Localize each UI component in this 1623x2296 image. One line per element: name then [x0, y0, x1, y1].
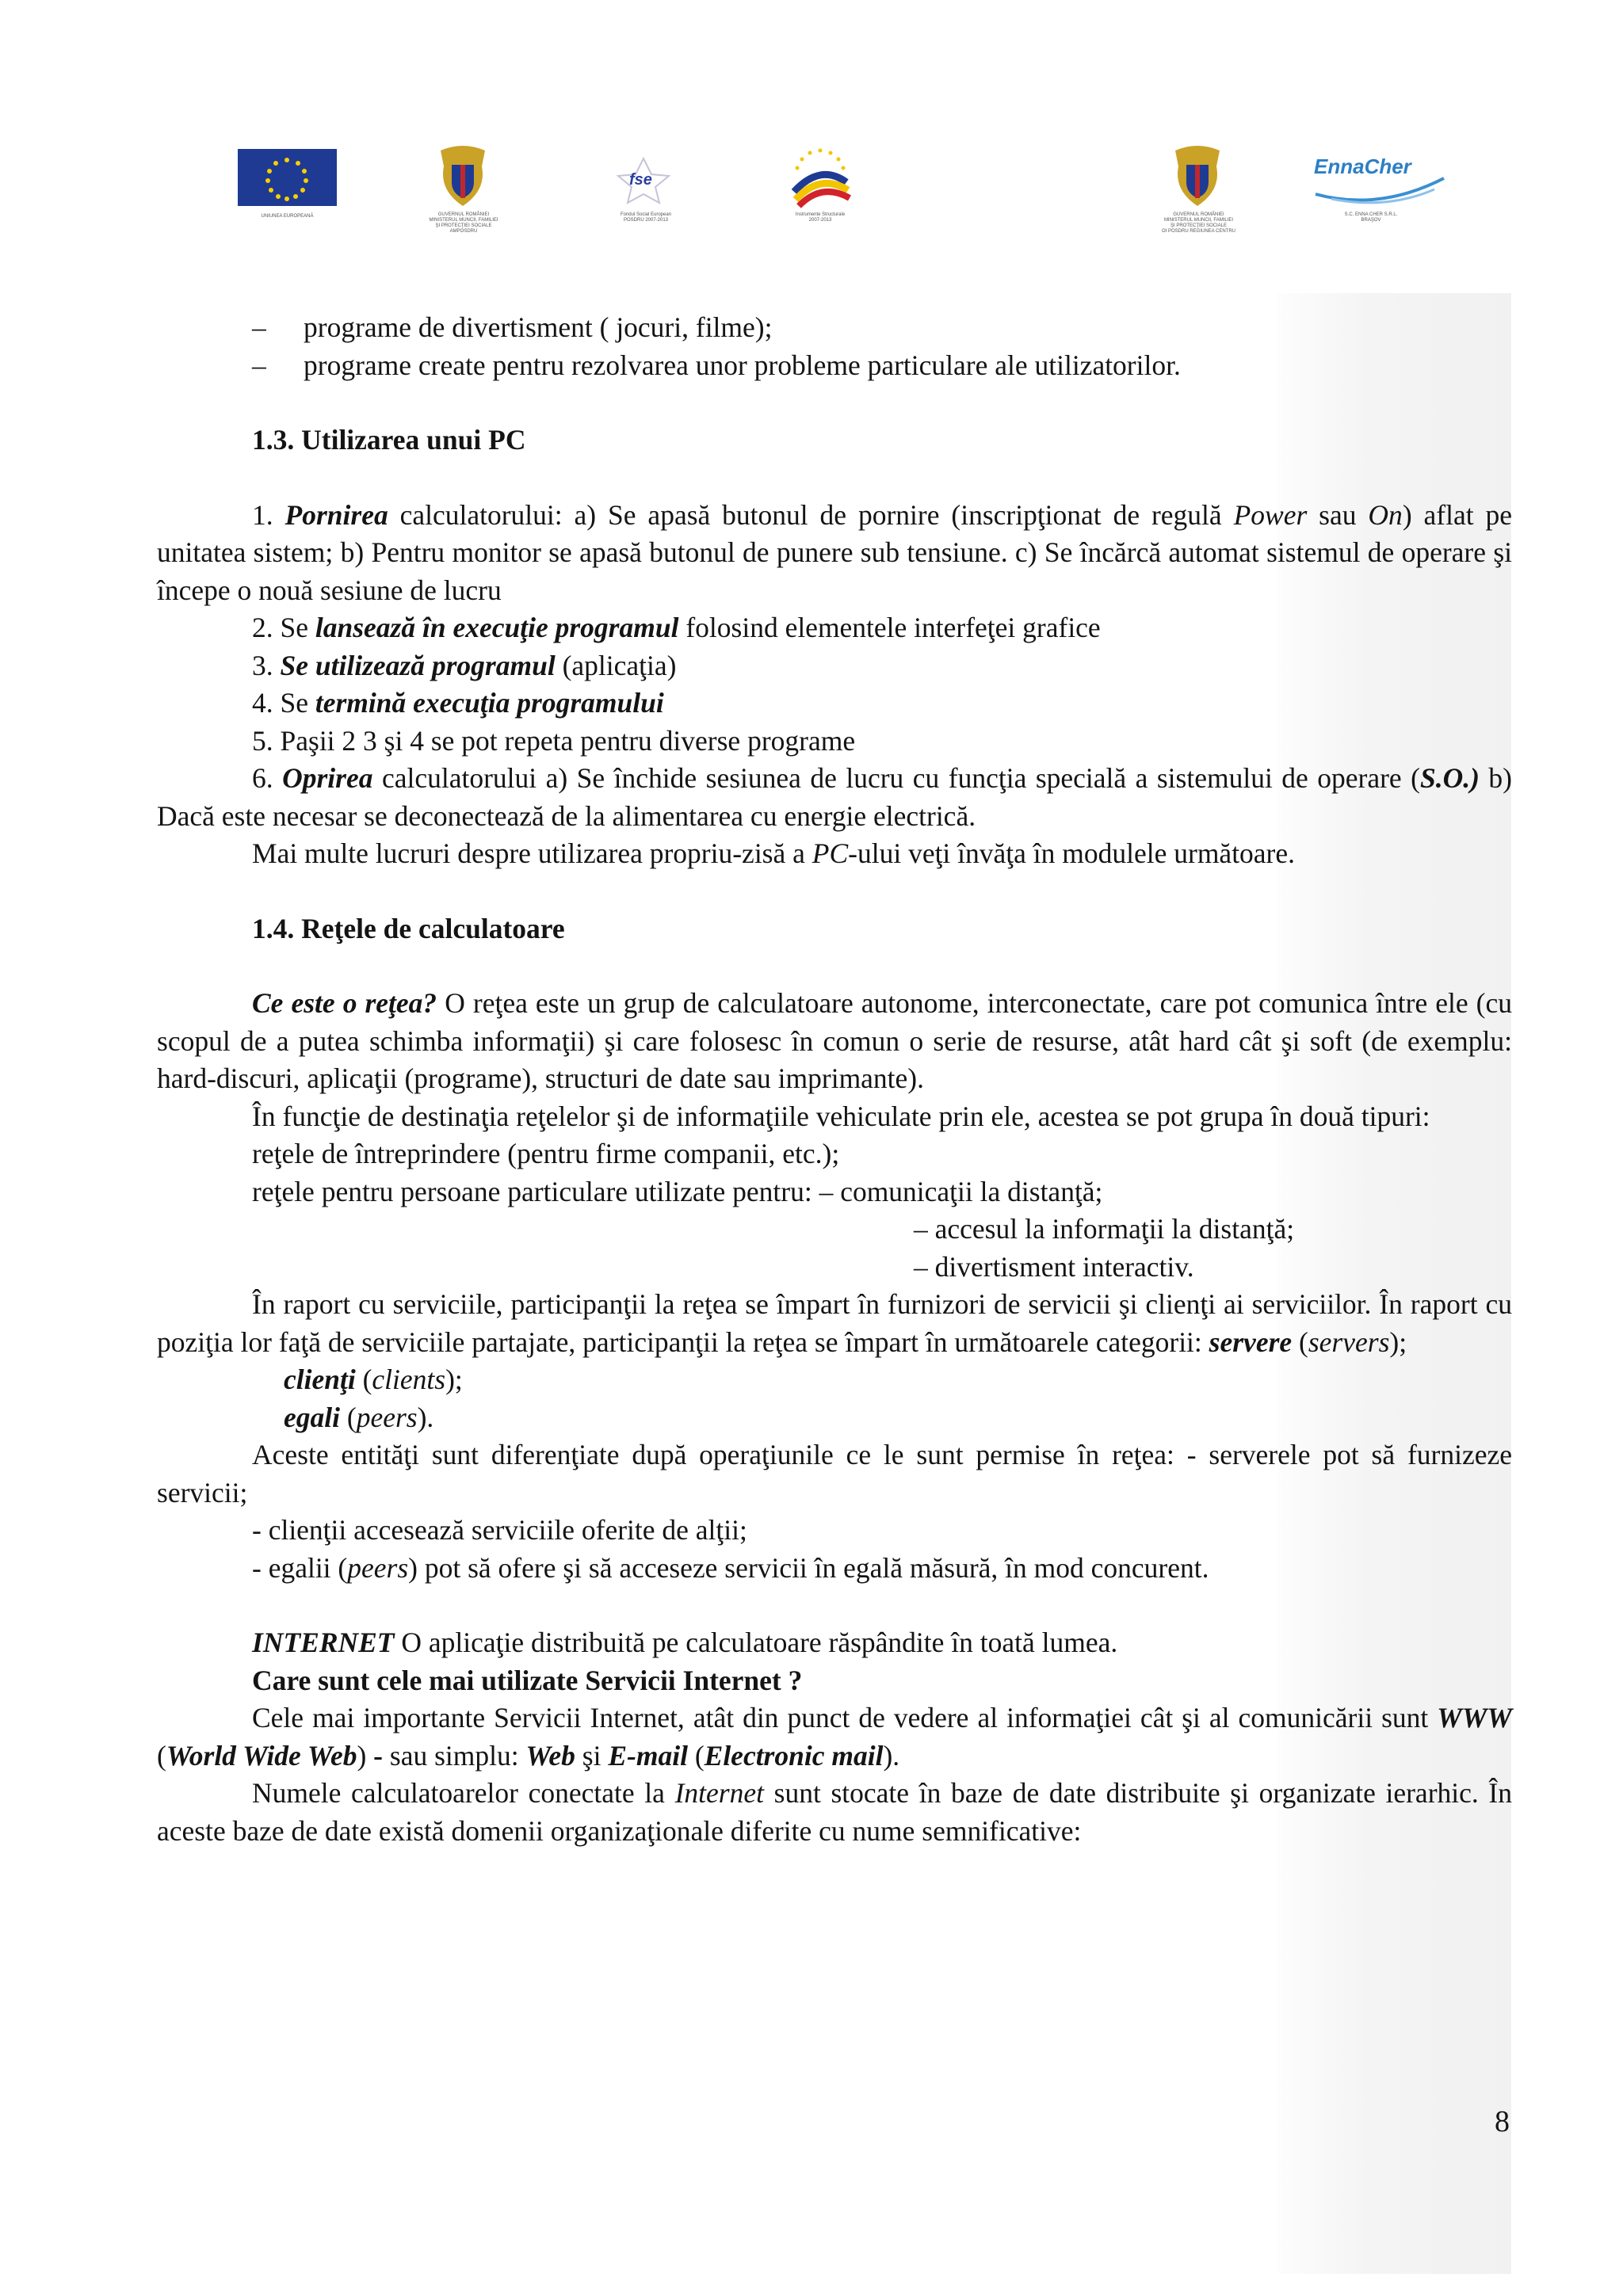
eu-caption: UNIUNEA EUROPEANĂ [261, 214, 314, 219]
paragraph: 1. Pornirea calculatorului: a) Se apasă butonul de pornire (inscripţionat de regulă Power sau On) aflat pe unitatea sistem; b) Pentru monitor se apasă butonul de punere sub tensiune. c) Se încărcă automat sistemul de operare şi începe o nouă sesiune de lucru [157, 498, 1513, 606]
paragraph: Ce este o reţea? O reţea este un grup de calculatoare autonome, interconectate, care pot comunica între ele (cu scopul de a putea schimba informaţii) şi care folosesc în comun o serie de resurse, atât hard cât şi soft (de exemplu: hard-discuri, aplicaţii (programe), structuri de date sau imprimante). [157, 987, 1512, 1094]
section-heading: 1.4. Reţele de calculatoare [252, 912, 565, 944]
section-heading: 1.3. Utilizarea unui PC [252, 424, 526, 456]
bullet-dash: – [252, 349, 266, 381]
paragraph: 3. Se utilizează programul (aplicaţia) [252, 649, 677, 681]
coat-of-arms-icon [1169, 143, 1226, 210]
fse-text: fse [629, 171, 652, 189]
instrumente-structurale-logo [785, 146, 856, 209]
inst-caption: Instrumente Structurale 2007-2013 [795, 212, 846, 223]
page-number: 8 [1495, 2105, 1510, 2138]
paragraph: – accesul la informaţii la distanţă; [914, 1213, 1295, 1245]
ennacher-logo [1308, 154, 1450, 206]
gov2-caption: GUVERNUL ROMÂNIEI MINISTERUL MUNCII, FAMILIEI ŞI PROTECŢIEI SOCIALE OI POSDRU REGIUNEA CENTRU [1161, 212, 1235, 234]
paragraph: Aceste entităţi sunt diferenţiate după operaţiunile ce le sunt permise în reţea: - serverele pot să furnizeze servicii; [157, 1439, 1512, 1508]
paragraph: clienţi (clients); [284, 1363, 463, 1395]
paragraph: În raport cu serviciile, participanţii la reţea se împart în furnizori de servicii şi clienţi ai serviciilor. În raport cu poziţia lor faţă de serviciile partajate, participanţii la reţea se împart în următoarele categorii: servere (servers); [157, 1288, 1512, 1358]
paragraph: - egalii (peers) pot să ofere şi să acceseze servicii în egală măsură, în mod concurent. [252, 1551, 1209, 1584]
paragraph: Cele mai importante Servicii Internet, atât din punct de vedere al informaţiei cât şi al comunicării sunt WWW (World Wide Web) - sau simplu: Web şi E-mail (Electronic mail). [157, 1702, 1512, 1772]
subheading: Care sunt cele mai utilizate Servicii Internet ? [252, 1664, 803, 1696]
ennacher-caption: S.C. ENNA CHER S.R.L. BRAŞOV [1344, 212, 1398, 223]
paragraph: Numele calculatoarelor conectate la Internet sunt stocate în baze de date distribuite şi organizate ierarhic. În aceste baze de date există domenii organizaţionale diferite cu nume semnificative: [157, 1777, 1512, 1847]
page-body [157, 309, 1512, 1850]
coat-of-arms-icon [434, 143, 491, 210]
paragraph: INTERNET O aplicaţie distribuită pe calculatoare răspândite în toată lumea. [252, 1627, 1118, 1658]
paragraph: reţele de întreprindere (pentru firme companii, etc.); [252, 1138, 840, 1169]
fse-caption: Fondul Social European POSDRU 2007-2013 [620, 212, 672, 223]
eu-flag-logo [238, 149, 337, 214]
gov1-caption: GUVERNUL ROMÂNIEI MINISTERUL MUNCII, FAMILIEI ŞI PROTECŢIEI SOCIALE AMPOSDRU [429, 212, 498, 234]
paragraph: 6. Oprirea calculatorului a) Se închide sesiunea de lucru cu funcţia specială a sistemului de operare (S.O.) b) Dacă este necesar se deconectează de la alimentarea cu energie electrică. [157, 762, 1513, 832]
ennacher-text: EnnaCher [1314, 154, 1411, 178]
list-item: – programe create pentru rezolvarea unor probleme particulare ale utilizatorilor. [157, 347, 1512, 385]
bullet-dash: – [252, 311, 266, 343]
paragraph: Mai multe lucruri despre utilizarea propriu-zisă a PC-ului veţi învăţa în modulele următoare. [252, 837, 1296, 869]
header-logos [0, 135, 1623, 261]
paragraph: - clienţii accesează serviciile oferite de alţii; [252, 1514, 747, 1546]
fse-logo [610, 157, 678, 204]
paragraph: 2. Se lansează în execuţie programul folosind elementele interfeţei grafice [252, 612, 1101, 643]
paragraph: 4. Se termină execuţia programului [252, 687, 664, 719]
paragraph: reţele pentru persoane particulare utilizate pentru: – comunicaţii la distanţă; [252, 1175, 1103, 1207]
paragraph: 5. Paşii 2 3 şi 4 se pot repeta pentru diverse programe [252, 724, 856, 757]
paragraph: În funcţie de destinaţia reţelelor şi de informaţiile vehiculate prin ele, acestea se pot grupa în două tipuri: [252, 1100, 1430, 1132]
paragraph: egali (peers). [284, 1401, 434, 1433]
paragraph: – divertisment interactiv. [914, 1250, 1194, 1283]
list-item: – programe de divertisment ( jocuri, filme); [157, 309, 1512, 347]
